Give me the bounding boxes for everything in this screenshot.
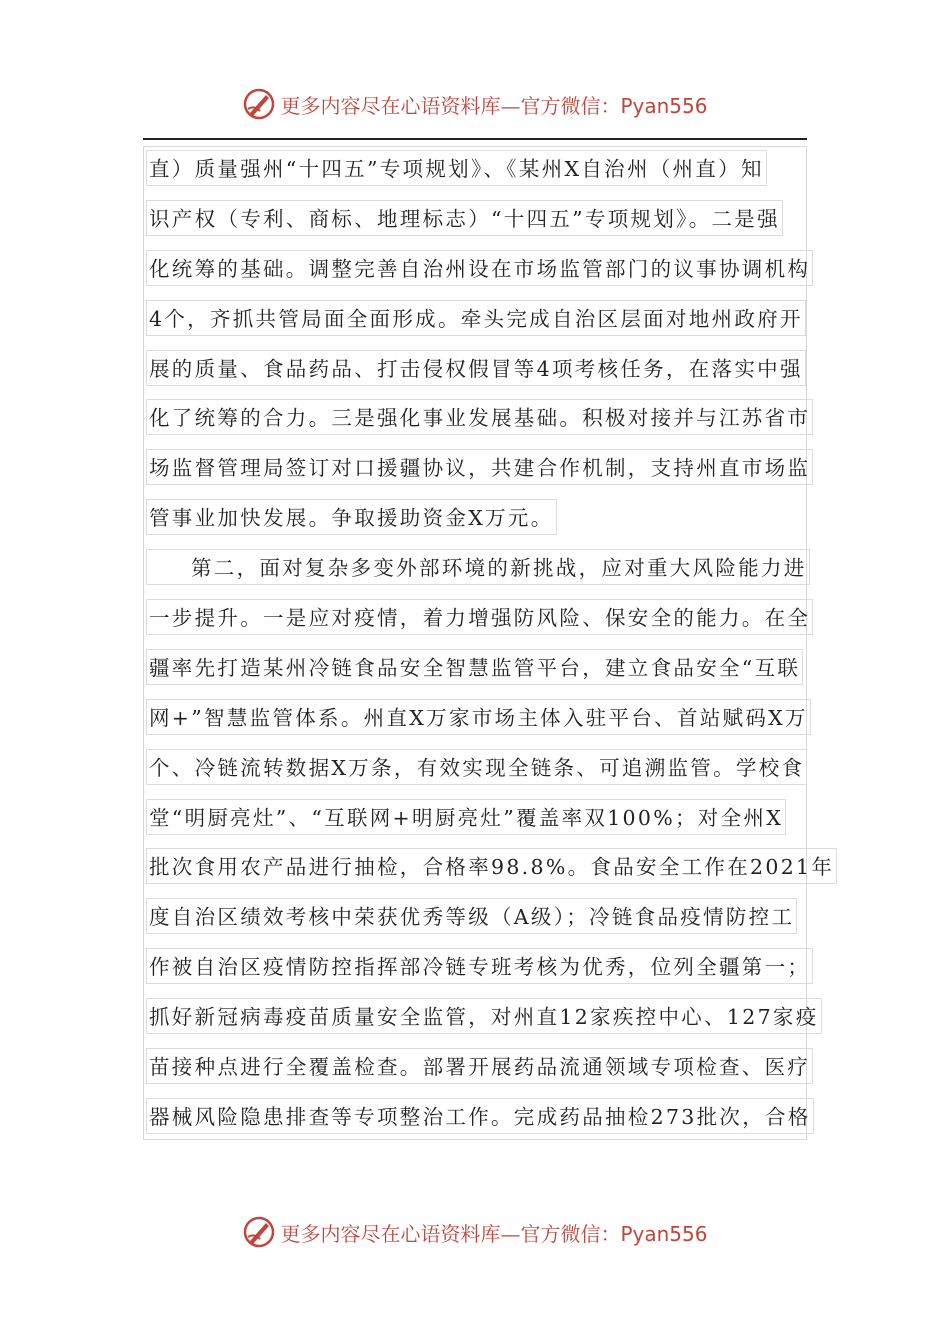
header-divider [143,138,807,140]
text-line: 个、冷链流转数据X万条，有效实现全链条、可追溯监管。学校食 [146,749,802,799]
banner-text [280,90,707,119]
banner-site-name: 更多内容尽在心语资料库 [280,93,501,118]
banner-wechat: 官方微信：Pyan556 [520,1221,708,1246]
text-line-paragraph-start: 第二，面对复杂多变外部环境的新挑战，应对重大风险能力进 [146,549,802,599]
banner-dash: — [500,1221,521,1246]
text-line: 4个，齐抓共管局面全面形成。牵头完成自治区层面对地州政府开 [146,300,802,350]
text-line: 作被自治区疫情防控指挥部冷链专班考核为优秀，位列全疆第一； [146,948,802,998]
text-line: 度自治区绩效考核中荣获优秀等级（A级）；冷链食品疫情防控工 [146,898,802,948]
banner-text [280,1218,707,1247]
banner-site-name: 更多内容尽在心语资料库 [280,1221,501,1246]
text-line: 堂“明厨亮灶”、“互联网+明厨亮灶”覆盖率双100%；对全州X [146,799,802,849]
text-line: 场监督管理局签订对口援疆协议，共建合作机制，支持州直市场监 [146,449,802,499]
text-line: 化了统筹的合力。三是强化事业发展基础。积极对接并与江苏省市 [146,399,802,449]
text-line: 器械风险隐患排查等专项整治工作。完成药品抽检273批次，合格 [146,1098,802,1148]
pen-book-logo-icon [242,1215,276,1249]
document-body [146,150,835,1148]
text-line: 苗接种点进行全覆盖检查。部署开展药品流通领域专项检查、医疗 [146,1048,802,1098]
text-line: 管事业加快发展。争取援助资金X万元。 [146,499,802,549]
text-line: 网+”智慧监管体系。州直X万家市场主体入驻平台、首站赋码X万 [146,699,802,749]
text-line: 疆率先打造某州冷链食品安全智慧监管平台，建立食品安全“互联 [146,649,802,699]
banner-dash: — [500,93,521,118]
footer-banner [0,1210,950,1254]
text-line: 化统筹的基础。调整完善自治州设在市场监管部门的议事协调机构 [146,250,802,300]
text-line: 抓好新冠病毒疫苗质量安全监管，对州直12家疾控中心、127家疫 [146,998,802,1048]
text-line: 识产权（专利、商标、地理标志）“十四五”专项规划》。二是强 [146,200,802,250]
banner-wechat: 官方微信：Pyan556 [520,93,708,118]
text-line: 批次食用农产品进行抽检，合格率98.8%。食品安全工作在2021年 [146,848,802,898]
text-line: 一步提升。一是应对疫情，着力增强防风险、保安全的能力。在全 [146,599,802,649]
text-line: 直）质量强州“十四五”专项规划》、《某州X自治州（州直）知 [146,150,802,200]
pen-book-logo-icon [242,87,276,121]
header-banner [0,82,950,126]
text-line: 展的质量、食品药品、打击侵权假冒等4项考核任务，在落实中强 [146,350,802,400]
